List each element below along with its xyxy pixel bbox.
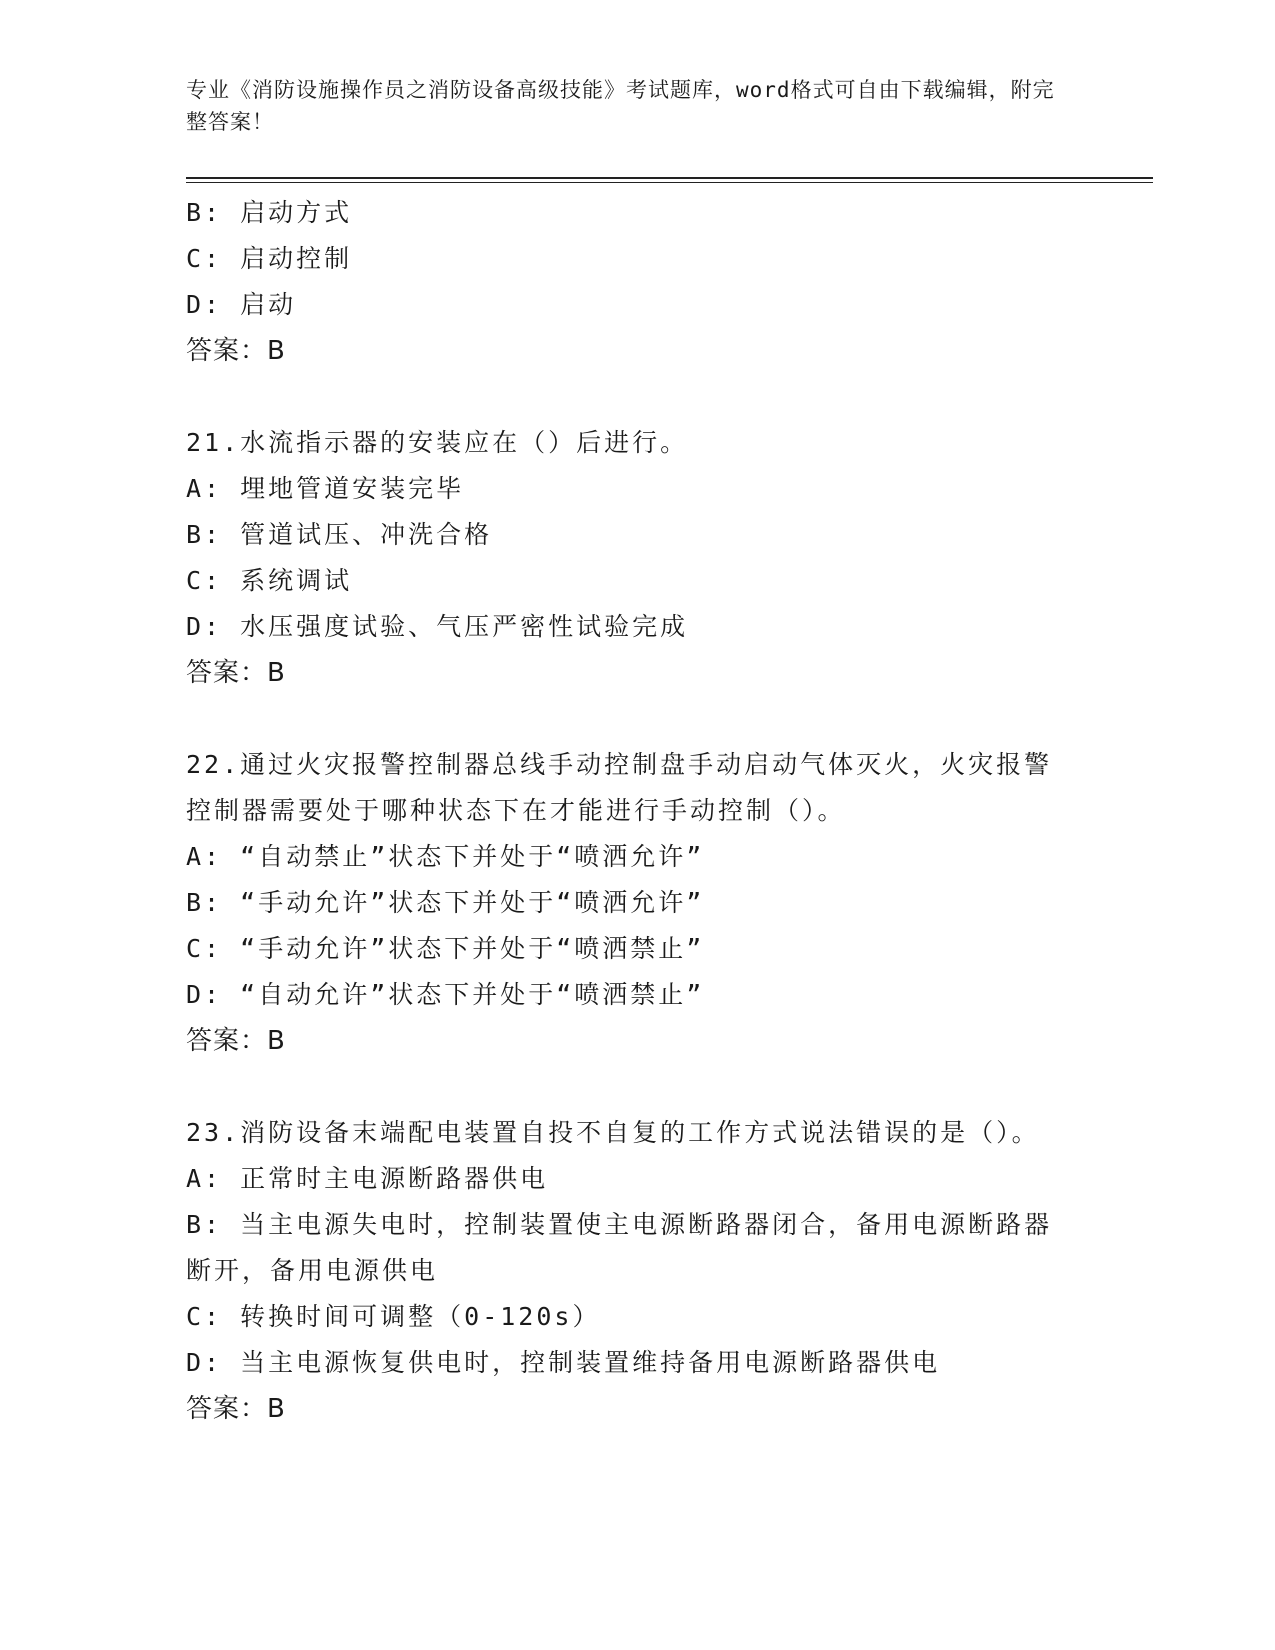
answer-line: 答案：B bbox=[186, 1394, 286, 1424]
answer-line: 答案：B bbox=[186, 1026, 286, 1056]
option-b-continued: 断开，备用电源供电 bbox=[186, 1256, 439, 1285]
document-header: 专业《消防设施操作员之消防设备高级技能》考试题库，word格式可自由下载编辑，附完整答案！ bbox=[186, 78, 1055, 134]
option-a: A: 埋地管道安装完毕 bbox=[186, 474, 465, 503]
question-list bbox=[186, 190, 1086, 1432]
question-stem-continued: 控制器需要处于哪种状态下在才能进行手动控制（）。 bbox=[186, 796, 846, 825]
question-stem: 21.水流指示器的安装应在（）后进行。 bbox=[186, 428, 689, 457]
option-b: B: 当主电源失电时，控制装置使主电源断路器闭合，备用电源断路器 bbox=[186, 1210, 1053, 1239]
option-d: D: “自动允许”状态下并处于“喷洒禁止” bbox=[186, 980, 705, 1009]
option-b: B: 管道试压、冲洗合格 bbox=[186, 520, 493, 549]
header-divider bbox=[186, 177, 1153, 179]
option-a: A: 正常时主电源断路器供电 bbox=[186, 1164, 549, 1193]
option-d: D: 水压强度试验、气压严密性试验完成 bbox=[186, 612, 689, 641]
option-d: D: 启动 bbox=[186, 290, 297, 319]
option-c: C: 转换时间可调整（0-120s） bbox=[186, 1302, 601, 1331]
question-stem: 22.通过火灾报警控制器总线手动控制盘手动启动气体灭火，火灾报警 bbox=[186, 750, 1053, 779]
answer-line: 答案：B bbox=[186, 336, 286, 366]
option-b: B: “手动允许”状态下并处于“喷洒允许” bbox=[186, 888, 705, 917]
question-stem: 23.消防设备末端配电装置自投不自复的工作方式说法错误的是（）。 bbox=[186, 1118, 1040, 1147]
option-c: C: 系统调试 bbox=[186, 566, 353, 595]
option-d: D: 当主电源恢复供电时，控制装置维持备用电源断路器供电 bbox=[186, 1348, 941, 1377]
option-a: A: “自动禁止”状态下并处于“喷洒允许” bbox=[186, 842, 705, 871]
header-divider-thin bbox=[186, 182, 1153, 183]
option-c: C: 启动控制 bbox=[186, 244, 353, 273]
option-b: B: 启动方式 bbox=[186, 198, 353, 227]
option-c: C: “手动允许”状态下并处于“喷洒禁止” bbox=[186, 934, 705, 963]
answer-line: 答案：B bbox=[186, 658, 286, 688]
